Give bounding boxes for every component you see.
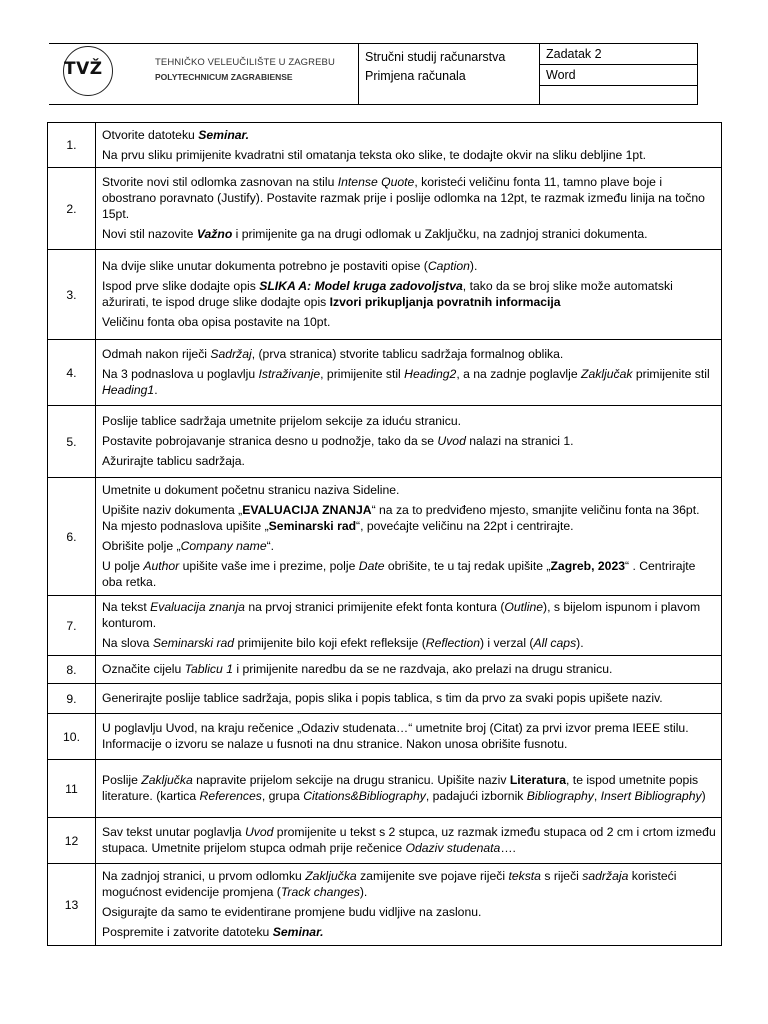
text-run: , primijenite stil xyxy=(320,367,405,381)
text-run: Stvorite novi stil odlomka zasnovan na stilu xyxy=(102,175,338,189)
text-run: Na tekst xyxy=(102,600,151,614)
table-row xyxy=(48,168,722,250)
task-text-cell xyxy=(96,684,722,714)
text-run: teksta xyxy=(508,869,541,883)
table-row xyxy=(48,684,722,714)
text-run: Seminarski rad xyxy=(152,636,235,650)
task-paragraph xyxy=(102,174,716,222)
text-run: promijenite u tekst s 2 stupca, uz razmak između stupaca od 2 cm i crtom između stupaca. Umetnite prijelom stupca odmah prije rečenice xyxy=(102,825,716,855)
text-run: , xyxy=(593,789,601,803)
task-number-cell: 4. xyxy=(48,340,96,406)
table-row xyxy=(48,760,722,818)
task-number-cell: 2. xyxy=(48,168,96,250)
text-run: References xyxy=(199,789,262,803)
task-paragraph xyxy=(102,278,716,310)
text-run: Company name xyxy=(180,539,267,553)
text-run: primijenite bilo koji efekt refleksije ( xyxy=(234,636,426,650)
text-run: . xyxy=(154,383,158,397)
text-run: upišite vaše ime i prezime, polje xyxy=(179,559,359,573)
text-run: Tablicu 1 xyxy=(184,662,233,676)
text-run: primijenite stil xyxy=(632,367,710,381)
text-run: …. xyxy=(500,841,516,855)
table-row xyxy=(48,596,722,656)
text-run: Seminarski rad xyxy=(268,519,357,533)
task-paragraph xyxy=(102,502,716,534)
text-run: All caps xyxy=(533,636,577,650)
text-run: na prvoj stranici primijenite efekt fonta kontura ( xyxy=(244,600,505,614)
text-run: Date xyxy=(358,559,385,573)
task-number-cell: 10. xyxy=(48,714,96,760)
text-run: Upišite naziv dokumenta „ xyxy=(102,503,243,517)
course-name: Primjena računala xyxy=(365,69,466,83)
text-run: Izvori prikupljanja povratnih informacija xyxy=(329,295,561,309)
text-run: Sadržaj xyxy=(210,347,252,361)
study-name: Stručni studij računarstva xyxy=(365,50,506,64)
task-paragraph xyxy=(102,366,716,398)
task-paragraph xyxy=(102,127,716,143)
task-number-cell: 7. xyxy=(48,596,96,656)
task-extra xyxy=(540,86,697,104)
task-paragraph xyxy=(102,772,716,804)
text-run: “ . Centrirajte oba retka. xyxy=(102,559,696,589)
text-run: Novi stil nazovite xyxy=(102,227,197,241)
task-paragraph xyxy=(102,599,716,631)
logo-latin-line: POLYTECHNICUM ZAGRABIENSE xyxy=(155,72,293,82)
text-run: Sav tekst unutar poglavlja xyxy=(102,825,245,839)
text-run: Umetnite u dokument početnu stranicu naziva Sideline. xyxy=(102,483,400,497)
task-paragraph xyxy=(102,453,716,469)
task-text-cell xyxy=(96,406,722,478)
logo-name-line: TEHNIČKO VELEUČILIŠTE U ZAGREBU xyxy=(155,57,335,68)
text-run: Bibliography xyxy=(526,789,594,803)
text-run: s riječi xyxy=(540,869,583,883)
task-number-cell: 9. xyxy=(48,684,96,714)
task-number: Zadatak 2 xyxy=(540,44,697,65)
task-paragraph xyxy=(102,258,716,274)
task-number-cell: 5. xyxy=(48,406,96,478)
logo-abbreviation: TVŽ xyxy=(64,59,103,79)
text-run: Author xyxy=(143,559,180,573)
task-number-cell: 8. xyxy=(48,656,96,684)
table-row xyxy=(48,340,722,406)
table-row xyxy=(48,656,722,684)
task-paragraph xyxy=(102,346,716,362)
text-run: , (prva stranica) stvorite tablicu sadržaja formalnog oblika. xyxy=(251,347,564,361)
text-run: , a na zadnje poglavlje xyxy=(456,367,582,381)
task-text-cell xyxy=(96,656,722,684)
text-run: Citations&Bibliography xyxy=(303,789,426,803)
task-paragraph xyxy=(102,635,716,651)
text-run: Seminar. xyxy=(198,127,250,142)
text-run: ) xyxy=(701,789,706,803)
text-run: Pospremite i zatvorite datoteku xyxy=(102,925,273,939)
text-run: , tako da se broj slike može automatski ažurirati, te ispod druge slike dodajte opis xyxy=(102,279,673,309)
task-text-cell xyxy=(96,340,722,406)
text-run: Outline xyxy=(504,600,544,614)
task-paragraph xyxy=(102,690,716,706)
text-run: Ispod prve slike dodajte opis xyxy=(102,279,260,293)
text-run: Ažurirajte tablicu sadržaja. xyxy=(102,454,245,468)
text-run: Na prvu sliku primijenite kvadratni stil omatanja teksta oko slike, te dodajte okvir na sliku debljine 1pt. xyxy=(102,147,646,162)
text-run: koristeći mogućnost evidencije promjena ( xyxy=(102,869,677,899)
task-number-cell: 3. xyxy=(48,250,96,340)
task-paragraph xyxy=(102,538,716,554)
text-run: Intense Quote xyxy=(337,175,415,189)
task-text-cell xyxy=(96,760,722,818)
text-run: , grupa xyxy=(261,789,304,803)
document-header xyxy=(49,43,698,105)
text-run: Zaključka xyxy=(141,773,193,787)
task-paragraph xyxy=(102,661,716,677)
text-run: , padajući izbornik xyxy=(425,789,527,803)
text-run: ) i verzal ( xyxy=(479,636,534,650)
text-run: ). xyxy=(469,259,478,273)
table-row xyxy=(48,250,722,340)
task-paragraph xyxy=(102,314,716,330)
task-paragraph xyxy=(102,147,716,163)
text-run: Zaključka xyxy=(305,869,357,883)
task-text-cell xyxy=(96,714,722,760)
text-run: EVALUACIJA ZNANJA xyxy=(242,503,372,517)
table-row xyxy=(48,123,722,168)
text-run: Na slova xyxy=(102,636,153,650)
text-run: Poslije tablice sadržaja umetnite prijelom sekcije za iduću stranicu. xyxy=(102,414,462,428)
text-run: Poslije xyxy=(102,773,142,787)
text-run: Uvod xyxy=(437,434,466,448)
text-run: Na dvije slike unutar dokumenta potrebno je postaviti opise ( xyxy=(102,259,428,273)
text-run: Heading1 xyxy=(102,383,155,397)
task-number-cell: 12 xyxy=(48,818,96,864)
table-row xyxy=(48,478,722,596)
text-run: Reflection xyxy=(425,636,480,650)
text-run: nalazi na stranici 1. xyxy=(465,434,574,448)
text-run: Postavite pobrojavanje stranica desno u podnožje, tako da se xyxy=(102,434,438,448)
table-row xyxy=(48,818,722,864)
task-info xyxy=(540,44,697,104)
task-paragraph xyxy=(102,482,716,498)
text-run: Zagreb, 2023 xyxy=(550,559,626,573)
text-run: Literatura xyxy=(509,773,567,787)
text-run: Veličinu fonta oba opisa postavite na 10pt. xyxy=(102,315,331,329)
text-run: Važno xyxy=(196,227,233,241)
text-run: napravite prijelom sekcije na drugu stranicu. Upišite naziv xyxy=(192,773,510,787)
text-run: Heading2 xyxy=(404,367,457,381)
task-table xyxy=(47,122,722,946)
task-paragraph xyxy=(102,226,716,242)
text-run: Istraživanje xyxy=(258,367,321,381)
task-text-cell xyxy=(96,250,722,340)
text-run: Na 3 podnaslova u poglavlju xyxy=(102,367,259,381)
table-row xyxy=(48,406,722,478)
text-run: Označite cijelu xyxy=(102,662,185,676)
text-run: sadržaja xyxy=(582,869,629,883)
table-row xyxy=(48,864,722,946)
text-run: obrišite, te u taj redak upišite „ xyxy=(384,559,551,573)
text-run: , te ispod umetnite popis literature. (kartica xyxy=(102,773,699,803)
text-run: U polje xyxy=(102,559,144,573)
text-run: “ na za to predviđeno mjesto, smanjite veličinu fonta na 36pt. Na mjesto podnaslova upišite „ xyxy=(102,503,700,533)
task-text-cell xyxy=(96,478,722,596)
task-paragraph xyxy=(102,413,716,429)
task-text-cell xyxy=(96,168,722,250)
text-run: Seminar. xyxy=(272,925,324,939)
text-run: U poglavlju Uvod, na kraju rečenice „Odaziv studenata…“ umetnite broj (Citat) za prvi izvor prema IEEE stilu. Informacije o izvoru se nalaze u fusnoti na dnu stranice. Nakon unosa obrišite fusnotu. xyxy=(102,721,689,751)
text-run: Caption xyxy=(427,259,470,273)
task-paragraph xyxy=(102,904,716,920)
text-run: , koristeći veličinu fonta 11, tamno plave boje i obostrano poravnato (Justify). Postavite razmak prije i poslije odlomka na 12pt, te razmak između linija na točno 15pt. xyxy=(102,175,705,221)
text-run: “, povećajte veličinu na 22pt i centrirajte. xyxy=(356,519,574,533)
task-paragraph xyxy=(102,924,716,940)
text-run: Generirajte poslije tablice sadržaja, popis slika i popis tablica, s tim da prvo za svaki popis upišete naziv. xyxy=(102,691,663,705)
task-text-cell xyxy=(96,123,722,168)
task-number-cell: 13 xyxy=(48,864,96,946)
institution-logo xyxy=(49,44,358,104)
text-run: zamijenite sve pojave riječi xyxy=(356,869,509,883)
task-text-cell xyxy=(96,596,722,656)
task-text-cell xyxy=(96,864,722,946)
text-run: Evaluacija znanja xyxy=(150,600,245,614)
text-run: Otvorite datoteku xyxy=(102,127,199,142)
task-paragraph xyxy=(102,824,716,856)
task-number-cell: 1. xyxy=(48,123,96,168)
task-paragraph xyxy=(102,720,716,752)
text-run: Zaključak xyxy=(581,367,633,381)
task-paragraph xyxy=(102,433,716,449)
task-number-cell: 11 xyxy=(48,760,96,818)
text-run: i primijenite ga na drugi odlomak u Zaključku, na zadnjoj stranici dokumenta. xyxy=(232,227,648,241)
text-run: SLIKA A: Model kruga zadovoljstva xyxy=(259,279,463,293)
study-info xyxy=(358,44,540,104)
text-run: Track changes xyxy=(280,885,360,899)
task-number-cell: 6. xyxy=(48,478,96,596)
task-text-cell xyxy=(96,818,722,864)
task-topic: Word xyxy=(540,65,697,86)
text-run: ). xyxy=(359,885,368,899)
text-run: Odaziv studenata xyxy=(405,841,501,855)
task-paragraph xyxy=(102,868,716,900)
text-run: Obrišite polje „ xyxy=(102,539,181,553)
text-run: Insert Bibliography xyxy=(600,789,702,803)
text-run: Na zadnjoj stranici, u prvom odlomku xyxy=(102,869,306,883)
text-run: ). xyxy=(576,636,584,650)
text-run: “. xyxy=(266,539,275,553)
text-run: Odmah nakon riječi xyxy=(102,347,211,361)
table-row xyxy=(48,714,722,760)
text-run: ), s bijelom ispunom i plavom konturom. xyxy=(102,600,701,630)
text-run: Uvod xyxy=(244,825,274,839)
task-paragraph xyxy=(102,558,716,590)
text-run: i primijenite naredbu da se ne razdvaja, ako prelazi na drugu stranicu. xyxy=(232,662,613,676)
text-run: Osigurajte da samo te evidentirane promjene budu vidljive na zaslonu. xyxy=(102,905,482,919)
